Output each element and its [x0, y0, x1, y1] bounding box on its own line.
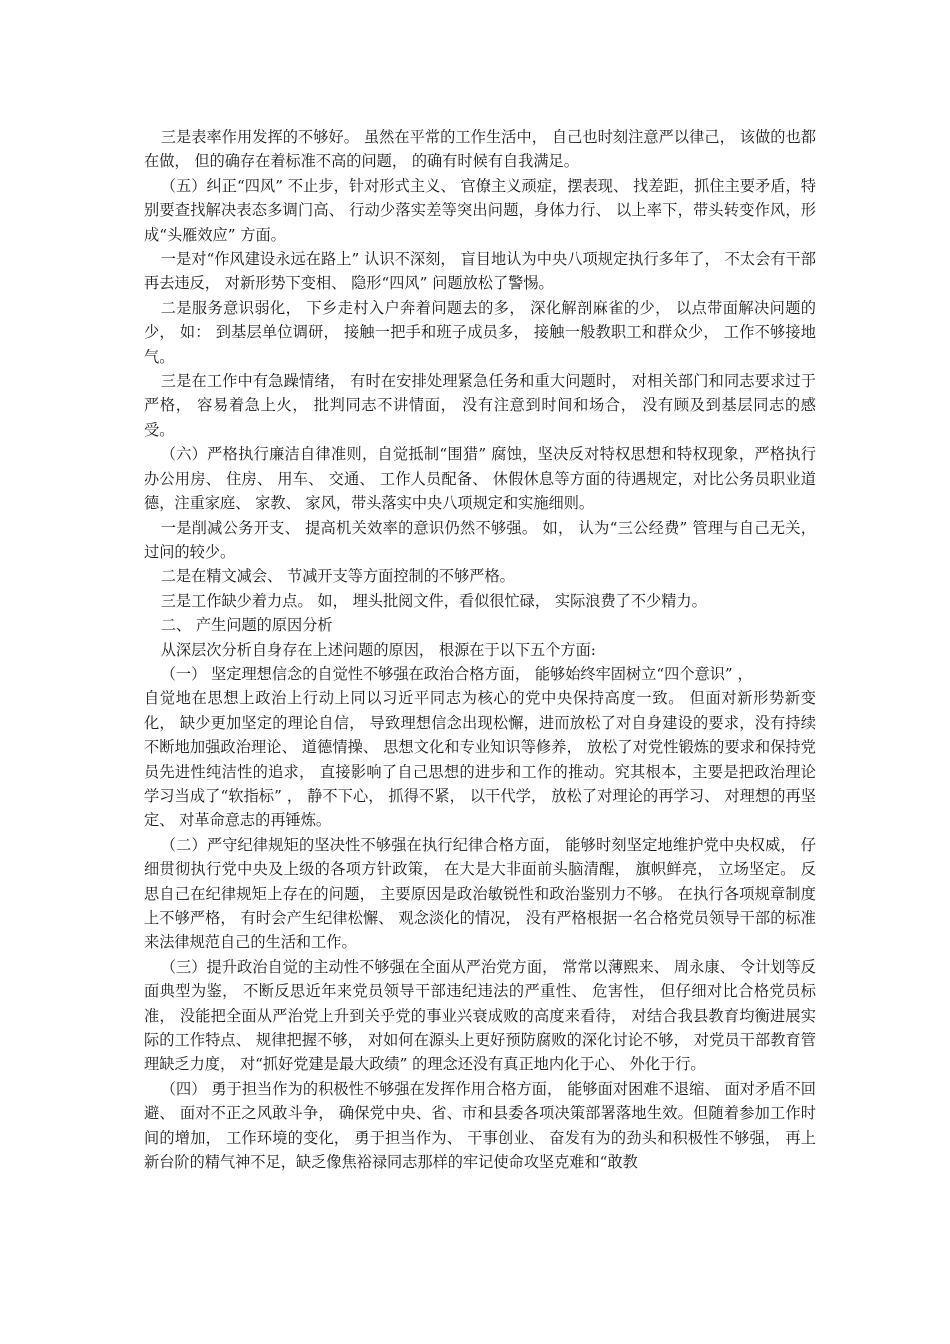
- paragraph: （五）纠正“四风” 不止步，针对形式主义、 官僚主义顽症，摆表现、 找差距，抓住主要矛盾，特别要查找解决表态多调门高、 行动少落实差等突出问题，身体力行、 以上率下，带头转变作风，形成“头雁效应” 方面。: [144, 176, 816, 244]
- paragraph: （一） 坚定理想信念的自觉性不够强在政治合格方面， 能够始终牢固树立“四个意识” ，: [160, 664, 753, 683]
- document-page: [144, 125, 816, 1174]
- paragraph: 二是在精文减会、 节减开支等方面控制的不够严格。: [160, 567, 515, 586]
- paragraph: 从深层次分析自身存在上述问题的原因， 根源在于以下五个方面:: [160, 640, 596, 659]
- paragraph: 一是削减公务开支、 提高机关效率的意识仍然不够强。 如， 认为“三公经费” 管理与自己无关， 过问的较少。: [144, 518, 816, 561]
- paragraph: 自觉地在思想上政治上行动上同以习近平同志为核心的党中央保持高度一致。 但面对新形势新变化， 缺少更加坚定的理论自信， 导致理想信念出现松懈，进而放松了对自身建设的要求，没有持续不断地加强政治理论、 道德情操、 思想文化和专业知识等修养， 放松了对党性锻炼的要求和保持党员先进性纯洁性的追求， 直接影响了自己思想的进步和工作的推动。究其根本，主要是把政治理论学习当成了“软指标” ， 静不下心， 抓得不紧， 以干代学， 放松了对理论的再学习、 对理想的再坚定、 对革命意志的再锤炼。: [144, 689, 816, 830]
- paragraph: （六）严格执行廉洁自律准则，自觉抵制“围猎” 腐蚀，坚决反对特权思想和特权现象，严格执行办公用房、 住房、 用车、 交通、 工作人员配备、 休假休息等方面的待遇规定，对比公务员职业道德，注重家庭、 家教、 家风，带头落实中央八项规定和实施细则。: [144, 445, 816, 513]
- paragraph: 三是表率作用发挥的不够好。 虽然在平常的工作生活中， 自己也时刻注意严以律己， 该做的也都在做， 但的确存在着标准不高的问题， 的确有时候有自我满足。: [144, 128, 816, 171]
- paragraph: 三是工作缺少着力点。 如， 埋头批阅文件，看似很忙碌， 实际浪费了不少精力。: [160, 591, 707, 610]
- paragraph: 二是服务意识弱化， 下乡走村入户奔着问题去的多， 深化解剖麻雀的少， 以点带面解决问题的少， 如： 到基层单位调研， 接触一把手和班子成员多， 接触一般教职工和群众少， 工作不够接地气。: [144, 298, 816, 366]
- section-heading: 二、 产生问题的原因分析: [160, 616, 333, 635]
- paragraph: （二）严守纪律规矩的坚决性不够强在执行纪律合格方面， 能够时刻坚定地维护党中央权威， 仔细贯彻执行党中央及上级的各项方针政策， 在大是大非面前头脑清醒， 旗帜鲜亮， 立场坚定。 反思自己在纪律规矩上存在的问题， 主要原因是政治敏锐性和政治鉴别力不够。 在执行各项规章制度上不够严格， 有时会产生纪律松懈、 观念淡化的情况， 没有严格根据一名合格党员领导干部的标准来法律规范自己的生活和工作。: [144, 835, 816, 952]
- paragraph: （三）提升政治自觉的主动性不够强在全面从严治党方面， 常常以薄熙来、 周永康、 令计划等反面典型为鉴， 不断反思近年来党员领导干部违纪违法的严重性、 危害性， 但仔细对比合格党员标准， 没能把全面从严治党上升到关乎党的事业兴衰成败的高度来看待， 对结合我县教育均衡进展实际的工作特点、 规律把握不够， 对如何在源头上更好预防腐败的深化讨论不够， 对党员干部教育管理缺乏力度， 对“抓好党建是最大政绩” 的理念还没有真正地内化于心、 外化于行。: [144, 957, 816, 1074]
- paragraph: （四） 勇于担当作为的积极性不够强在发挥作用合格方面， 能够面对困难不退缩、 面对矛盾不回避、 面对不正之风敢斗争， 确保党中央、省、市和县委各项决策部署落地生效。但随着参加工作时间的增加， 工作环境的变化， 勇于担当作为、 干事创业、 奋发有为的劲头和积极性不够强， 再上新台阶的精气神不足，缺乏像焦裕禄同志那样的牢记使命攻坚克难和“敢教: [144, 1079, 816, 1172]
- paragraph: 一是对“作风建设永远在路上” 认识不深刻， 盲目地认为中央八项规定执行多年了， 不太会有干部再去违反， 对新形势下变相、 隐形“四风” 问题放松了警惕。: [144, 250, 816, 293]
- paragraph: 三是在工作中有急躁情绪， 有时在安排处理紧急任务和重大问题时， 对相关部门和同志要求过于严格， 容易着急上火， 批判同志不讲情面， 没有注意到时间和场合， 没有顾及到基层同志的感受。: [144, 372, 816, 439]
